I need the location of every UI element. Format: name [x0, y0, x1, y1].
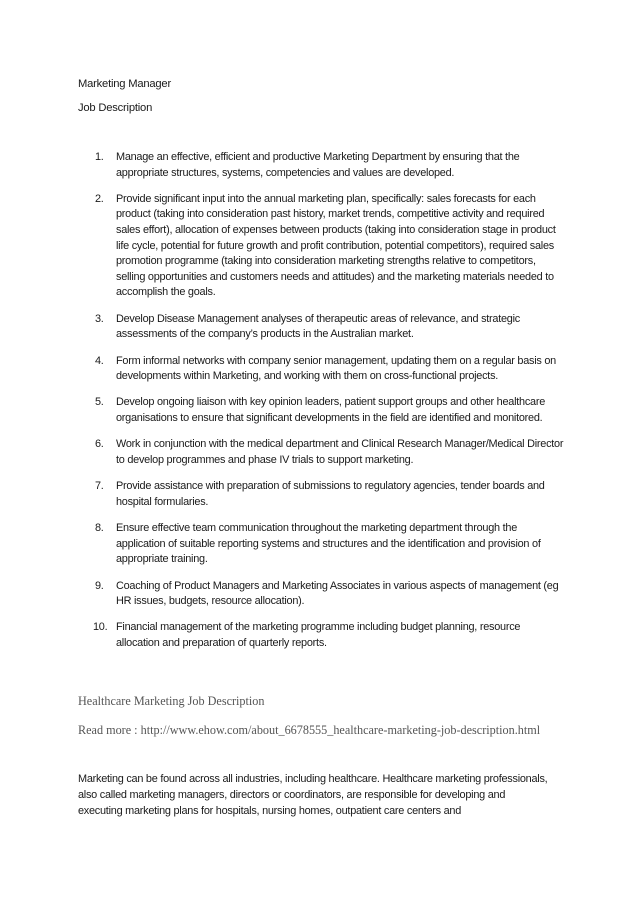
duty-number: 9. — [95, 579, 104, 592]
duty-text: Develop Disease Management analyses of therapeutic areas of relevance, and strategic assessments of the company’s products in the Australian market. — [116, 312, 520, 341]
page-subtitle: Job Description — [78, 102, 153, 114]
duty-number: 5. — [95, 396, 104, 409]
reference-link[interactable]: Read more : http://www.ehow.com/about_6678555_healthcare-marketing-job-description.html — [78, 723, 541, 737]
duty-number: 6. — [95, 438, 104, 451]
duty-item — [95, 579, 565, 610]
duty-item — [95, 620, 565, 651]
duty-text: Develop ongoing liaison with key opinion leaders, patient support groups and other healthcare organisations to ensure that significant developments in the field are identified and monitored. — [116, 396, 546, 425]
duty-item — [95, 150, 565, 181]
duty-number: 1. — [95, 151, 104, 163]
duty-item — [95, 521, 565, 568]
body-paragraph: Marketing can be found across all industries, including healthcare. Healthcare marketing professionals, also called marketing managers, directors or coordinators, are responsible for developing and executing marketing plans for hospitals, nursing homes, outpatient care centers and — [78, 773, 548, 818]
duty-text: Financial management of the marketing programme including budget planning, resource allocation and preparation of quarterly reports. — [116, 621, 521, 650]
duty-item — [95, 354, 565, 385]
duty-number: 10. — [93, 621, 108, 634]
duty-item — [95, 437, 565, 468]
duty-number: 4. — [95, 354, 104, 367]
duty-number: 8. — [95, 522, 104, 535]
duty-number: 7. — [95, 480, 104, 493]
page-title: Marketing Manager — [78, 78, 171, 90]
duty-text: Manage an effective, efficient and productive Marketing Department by ensuring that the appropriate structures, systems, competencies and values are developed. — [116, 151, 520, 179]
duty-number: 3. — [95, 312, 104, 325]
duty-text: Ensure effective team communication throughout the marketing department through the application of suitable reporting systems and structures and the identification and provision of appropriate training. — [116, 522, 541, 566]
duty-text: Provide significant input into the annual marketing plan, specifically: sales forecasts for each product (taking into consideration past history, market trends, competitive activity and required sales effort), allocation of expenses between products (taking into consideration stage in product life cycle, potential for future growth and profit contribution, potential competitors), required sales promotion programme (taking into consideration marketing strengths relative to competitors, selling opportunities and customers needs and attitudes) and the marketing materials needed to accomplish the goals. — [116, 192, 556, 299]
duty-item — [95, 479, 565, 510]
duty-text: Provide assistance with preparation of submissions to regulatory agencies, tender boards and hospital formularies. — [116, 480, 545, 508]
duty-item — [95, 192, 565, 301]
duties-list — [95, 150, 565, 662]
duty-item — [95, 312, 565, 343]
duty-number: 2. — [95, 192, 104, 205]
duty-text: Coaching of Product Managers and Marketing Associates in various aspects of management (eg HR issues, budgets, resource allocation). — [116, 579, 559, 608]
reference-title: Healthcare Marketing Job Description — [78, 694, 265, 708]
duty-text: Form informal networks with company senior management, updating them on a regular basis on developments within Marketing, and working with them on cross-functional projects. — [116, 354, 556, 383]
duty-text: Work in conjunction with the medical department and Clinical Research Manager/Medical Director to develop programmes and phase IV trials to support marketing. — [116, 438, 564, 466]
duty-item — [95, 395, 565, 426]
